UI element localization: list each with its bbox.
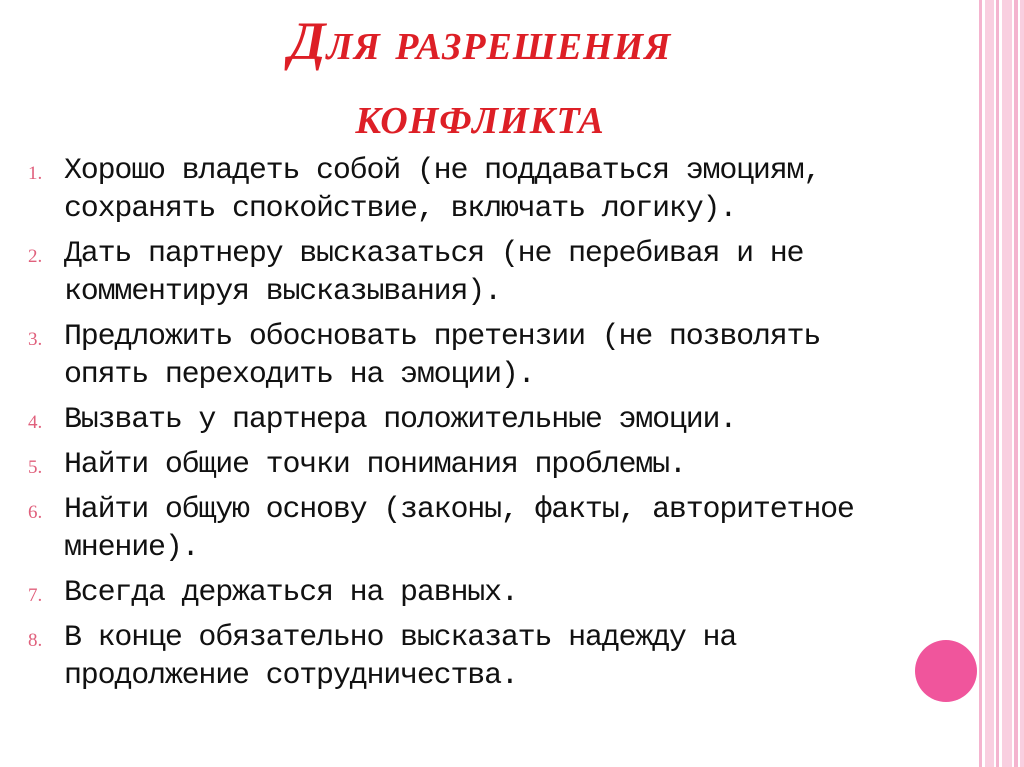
list-item: [28, 401, 908, 439]
list-item-number: 6.: [28, 502, 43, 523]
list-item-text: Дать партнеру высказаться (не перебивая и не комментируя высказывания).: [64, 237, 804, 309]
decorative-stripe: [996, 0, 999, 767]
list-item-text: Найти общие точки понимания проблемы.: [64, 448, 686, 482]
list-item-text: Всегда держаться на равных.: [64, 576, 518, 610]
slide-title: [120, 4, 840, 152]
decorative-stripe: [979, 0, 982, 767]
decorative-stripe: [1002, 0, 1012, 767]
list-item: [28, 318, 908, 394]
list-item: [28, 446, 908, 484]
decorative-stripe: [985, 0, 994, 767]
list-item-number: 2.: [28, 246, 43, 267]
list-item-number: 5.: [28, 457, 43, 478]
decorative-stripe: [1020, 0, 1024, 767]
list-item-number: 8.: [28, 630, 43, 651]
list-item: [28, 235, 908, 311]
list-item: [28, 152, 908, 228]
decorative-circle: [915, 640, 977, 702]
list-item-number: 7.: [28, 585, 43, 606]
list-item-number: 4.: [28, 412, 43, 433]
list-item-text: В конце обязательно высказать надежду на продолжение сотрудничества.: [64, 621, 737, 693]
list-item: [28, 619, 908, 695]
list-item-number: 1.: [28, 163, 43, 184]
list-item-text: Вызвать у партнера положительные эмоции.: [64, 403, 737, 437]
list-item-text: Найти общую основу (законы, факты, авторитетное мнение).: [64, 493, 854, 565]
list-item: [28, 574, 908, 612]
slide-title-line-2: конфликта: [355, 85, 605, 145]
list-item-text: Предложить обосновать претензии (не позволять опять переходить на эмоции).: [64, 320, 821, 392]
list-item-text: Хорошо владеть собой (не поддаваться эмоциям, сохранять спокойствие, включать логику).: [64, 154, 821, 226]
decorative-stripe: [1014, 0, 1018, 767]
list-item: [28, 491, 908, 567]
list-item-number: 3.: [28, 329, 43, 350]
slide-title-line-1: Для разрешения: [288, 11, 672, 71]
recommendation-list: [28, 152, 908, 702]
